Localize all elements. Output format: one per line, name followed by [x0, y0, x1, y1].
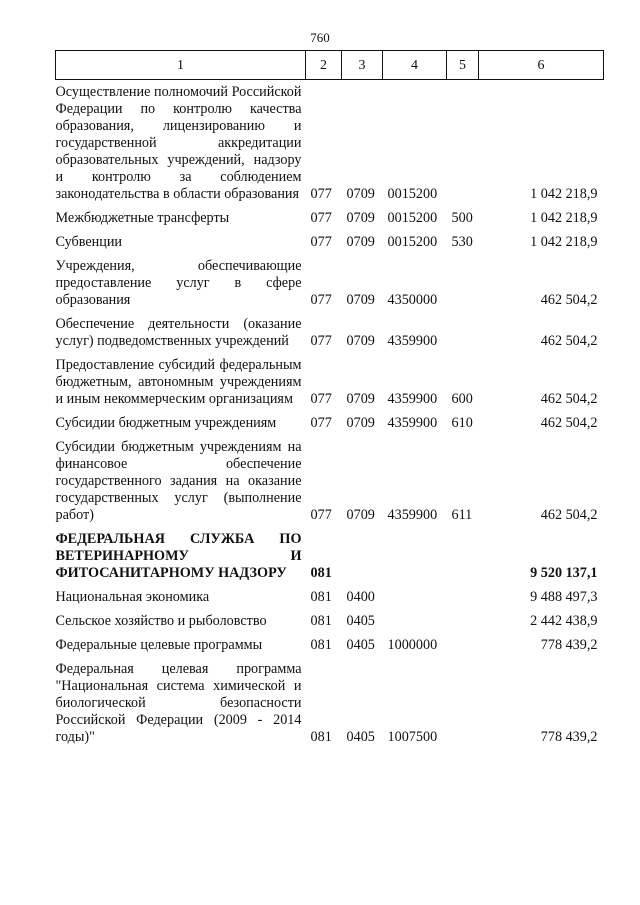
row-code-section — [342, 527, 383, 585]
table-row — [56, 353, 604, 411]
row-amount: 778 439,2 — [540, 729, 598, 745]
row-code-target: 0015200 — [387, 186, 438, 202]
row-code-expense-type: 600 — [451, 391, 473, 407]
table-row — [56, 527, 604, 585]
row-code-section: 0405 — [346, 637, 375, 653]
header-row — [56, 51, 604, 80]
row-code-expense-type — [447, 609, 479, 633]
row-name: Субвенции — [55, 234, 123, 250]
row-amount: 778 439,2 — [540, 637, 598, 653]
row-code-ministry: 077 — [310, 234, 332, 250]
table-row — [56, 411, 604, 435]
row-code-ministry: 081 — [310, 729, 332, 745]
header-col-2: 2 — [306, 51, 342, 80]
row-amount: 9 488 497,3 — [530, 589, 598, 605]
row-code-section: 0405 — [346, 729, 375, 745]
row-amount: 462 504,2 — [540, 415, 598, 431]
row-code-ministry: 077 — [310, 391, 332, 407]
row-code-expense-type — [447, 585, 479, 609]
row-code-target: 1000000 — [387, 637, 438, 653]
row-amount: 1 042 218,9 — [530, 234, 598, 250]
row-amount: 2 442 438,9 — [530, 613, 598, 629]
row-code-ministry: 077 — [310, 333, 332, 349]
row-code-target: 1007500 — [387, 729, 438, 745]
row-code-expense-type — [447, 312, 479, 353]
row-name: Национальная экономика — [55, 589, 210, 605]
row-code-expense-type — [447, 633, 479, 657]
row-amount: 462 504,2 — [540, 391, 598, 407]
row-code-target: 4359900 — [387, 333, 438, 349]
table-row — [56, 230, 604, 254]
table-row — [56, 206, 604, 230]
row-name: Сельское хозяйство и рыболовство — [55, 613, 267, 629]
row-code-section: 0709 — [346, 210, 375, 226]
table-row — [56, 435, 604, 527]
row-amount: 9 520 137,1 — [530, 565, 598, 581]
row-amount: 462 504,2 — [540, 292, 598, 308]
row-code-expense-type — [447, 80, 479, 207]
row-code-expense-type: 500 — [451, 210, 473, 226]
row-name: ФЕДЕРАЛЬНАЯ СЛУЖБА ПО ВЕТЕРИНАРНОМУ И ФИТОСАНИТАРНОМУ НАДЗОРУ — [55, 531, 302, 581]
row-code-target: 0015200 — [387, 210, 438, 226]
row-code-section: 0709 — [346, 234, 375, 250]
row-code-ministry: 077 — [310, 507, 332, 523]
budget-table — [55, 50, 604, 749]
row-code-section: 0709 — [346, 391, 375, 407]
row-amount: 462 504,2 — [540, 507, 598, 523]
row-name: Субсидии бюджетным учреждениям — [55, 415, 277, 431]
row-name: Федеральная целевая программа "Национальная система химической и биологической безопасности Российской Федерации (2009 - 2014 годы)" — [55, 661, 302, 745]
row-amount: 462 504,2 — [540, 333, 598, 349]
row-code-ministry: 077 — [310, 186, 332, 202]
header-col-4: 4 — [383, 51, 447, 80]
table-row — [56, 254, 604, 312]
table-row — [56, 609, 604, 633]
row-code-target: 4359900 — [387, 507, 438, 523]
row-code-ministry: 081 — [310, 637, 332, 653]
header-col-5: 5 — [447, 51, 479, 80]
row-code-expense-type — [447, 657, 479, 749]
row-code-ministry: 081 — [310, 565, 332, 581]
row-code-target: 0015200 — [387, 234, 438, 250]
header-col-1: 1 — [56, 51, 306, 80]
row-code-expense-type: 530 — [451, 234, 473, 250]
row-code-target — [383, 585, 447, 609]
row-name: Осуществление полномочий Российской Федерации по контролю качества образования, лицензированию и государственной аккредитации образовательных учреждений, надзору и контролю за соблюдением законодательства в области образования — [55, 84, 302, 202]
row-code-ministry: 081 — [310, 589, 332, 605]
row-amount: 1 042 218,9 — [530, 210, 598, 226]
row-code-target: 4359900 — [387, 415, 438, 431]
row-code-target — [383, 527, 447, 585]
header-col-3: 3 — [342, 51, 383, 80]
row-code-section: 0709 — [346, 186, 375, 202]
row-code-section: 0709 — [346, 507, 375, 523]
row-code-expense-type — [447, 527, 479, 585]
row-name: Федеральные целевые программы — [55, 637, 263, 653]
row-code-ministry: 077 — [310, 210, 332, 226]
table-body — [56, 80, 604, 750]
row-code-section: 0709 — [346, 415, 375, 431]
row-code-section: 0709 — [346, 333, 375, 349]
table-header — [56, 51, 604, 80]
row-code-expense-type: 610 — [451, 415, 473, 431]
row-name: Субсидии бюджетным учреждениям на финансовое обеспечение государственного задания на оказание государственных услуг (выполнение работ) — [55, 439, 302, 523]
header-col-6: 6 — [479, 51, 604, 80]
row-name: Предоставление субсидий федеральным бюджетным, автономным учреждениям и иным некоммерческим организациям — [55, 357, 302, 407]
row-code-section: 0400 — [346, 589, 375, 605]
row-name: Межбюджетные трансферты — [55, 210, 230, 226]
row-code-expense-type: 611 — [451, 507, 473, 523]
table-row — [56, 80, 604, 207]
row-name: Учреждения, обеспечивающие предоставление услуг в сфере образования — [55, 258, 302, 308]
row-code-ministry: 077 — [310, 292, 332, 308]
row-code-target: 4350000 — [387, 292, 438, 308]
row-code-section: 0405 — [346, 613, 375, 629]
table-row — [56, 633, 604, 657]
page-number: 760 — [310, 30, 330, 45]
row-amount: 1 042 218,9 — [530, 186, 598, 202]
row-code-section: 0709 — [346, 292, 375, 308]
row-code-ministry: 081 — [310, 613, 332, 629]
row-name: Обеспечение деятельности (оказание услуг) подведомственных учреждений — [55, 316, 302, 349]
table-row — [56, 657, 604, 749]
row-code-target: 4359900 — [387, 391, 438, 407]
table-row — [56, 312, 604, 353]
row-code-ministry: 077 — [310, 415, 332, 431]
row-code-target — [383, 609, 447, 633]
table-row — [56, 585, 604, 609]
row-code-expense-type — [447, 254, 479, 312]
